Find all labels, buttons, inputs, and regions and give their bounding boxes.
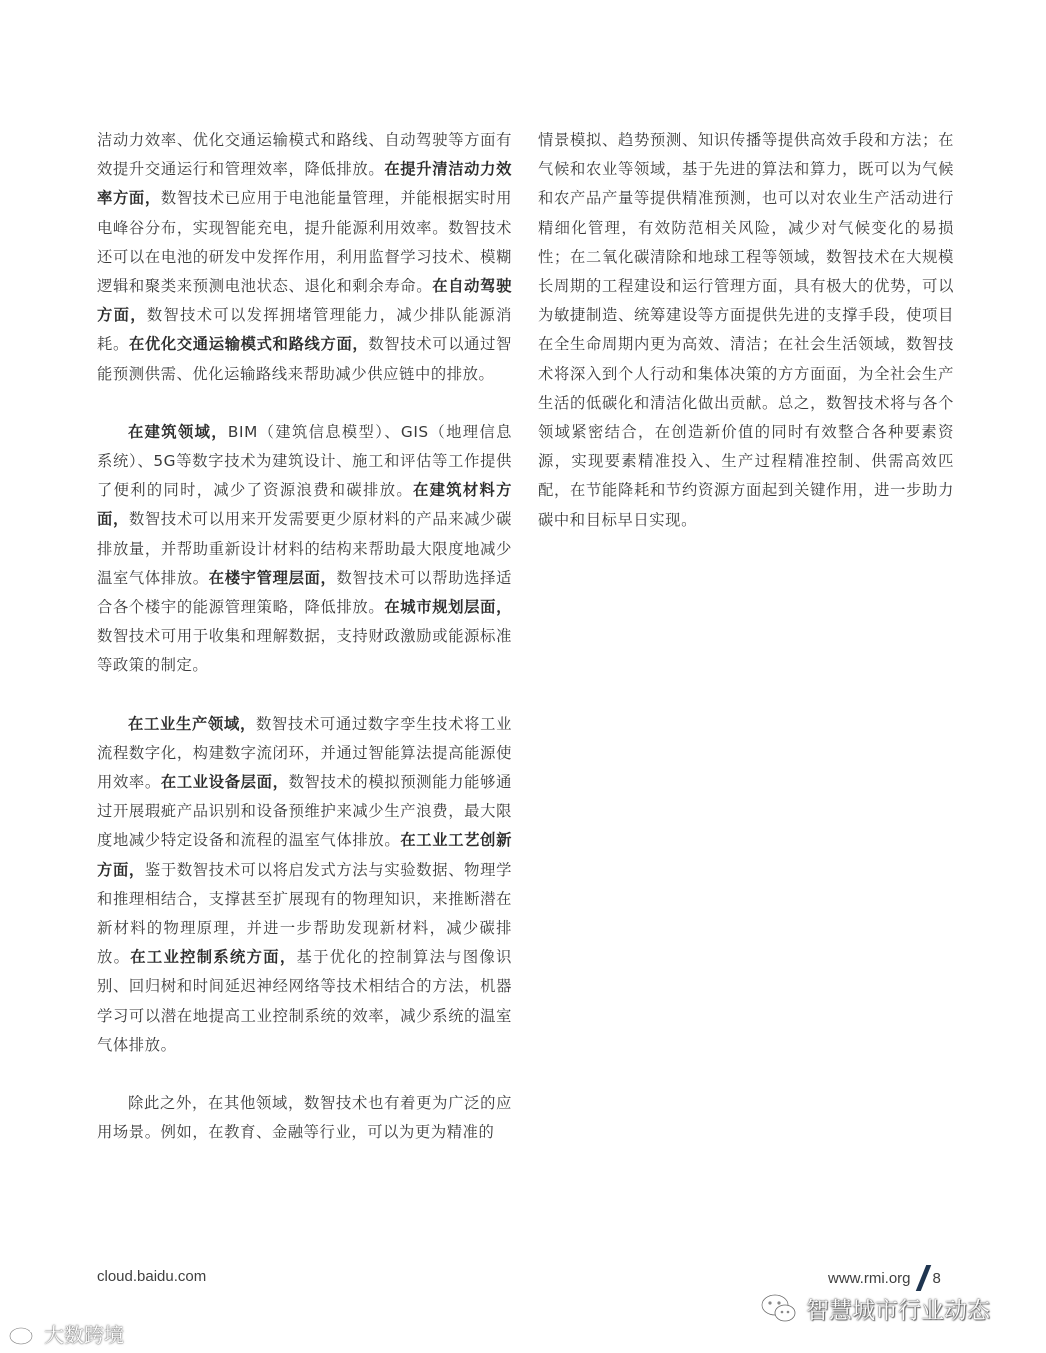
body-text: 数智技术可以通过智能预测供需、优化运输路线来帮助减少供应链中的排放。 [97,335,512,383]
paragraph [97,1089,512,1147]
bold-lead-phrase: 在工业工艺创新方面， [97,831,512,879]
body-text: BIM（建筑信息模型）、GIS（地理信息系统）、5G等数字技术为建筑设计、施工和评估等工作提供了便利的同时，减少了资源浪费和碳排放。 [97,422,512,500]
bold-lead-phrase: 在工业设备层面， [160,773,289,792]
body-text: 情景模拟、趋势预测、知识传播等提供高效手段和方法；在气候和农业等领域，基于先进的算法和算力，既可以为气候和农产品产量等提供精准预测，也可以对农业生产活动进行精细化管理，有效防范相关风险，减少对气候变化的易损性；在二氧化碳清除和地球工程等领域，数智技术在大规模长周期的工程建设和运行管理方面，具有极大的优势，可以为敏捷制造、统筹建设等方面提供先进的支撑手段，使项目在全生命周期内更为高效、清洁；在社会生活领域，数智技术将深入到个人行动和集体决策的方方面面，为全社会生产生活的低碳化和清洁化做出贡献。总之，数智技术将与各个领域紧密结合，在创造新价值的同时有效整合各种要素资源，实现要素精准投入、生产过程精准控制、供需高效匹配，在节能降耗和节约资源方面起到关键作用，进一步助力碳中和目标早日实现。 [538,131,954,529]
left-column [97,126,512,1177]
weibo-logo-icon [8,1320,38,1346]
bold-lead-phrase: 在提升清洁动力效率方面， [97,160,512,208]
right-column [538,126,954,564]
body-text: 数智技术可通过数字孪生技术将工业流程数字化，构建数字流闭环，并通过智能算法提高能源使用效率。 [97,714,512,792]
body-text: 数智技术可用于收集和理解数据，支持财政激励或能源标准等政策的制定。 [97,627,512,675]
paragraph [97,126,512,389]
body-text: 数智技术可以用来开发需要更少原材料的产品来减少碳排放量，并帮助重新设计材料的结构来帮助最大限度地减少温室气体排放。 [97,510,513,587]
bold-lead-phrase: 在城市规划层面， [384,598,512,617]
body-text: 基于优化的控制算法与图像识别、回归树和时间延迟神经网络等技术相结合的方法，机器学习可以潜在地提高工业控制系统的效率，减少系统的温室气体排放。 [97,948,512,1054]
paragraph [97,710,512,1060]
wechat-logo-icon [760,1292,798,1324]
body-text: 洁动力效率、优化交通运输模式和路线、自动驾驶等方面有效提升交通运行和管理效率，降低排放。 [97,131,512,179]
page-number: 8 [932,1269,941,1287]
bold-lead-phrase: 在楼宇管理层面， [208,568,337,587]
footer-page-marker [828,1264,941,1292]
body-text: 除此之外，在其他领域，数智技术也有着更为广泛的应用场景。例如，在教育、金融等行业，可以为更为精准的 [97,1094,512,1142]
footer-source-url[interactable]: cloud.baidu.com [97,1268,207,1285]
body-text: 数智技术已应用于电池能量管理，并能根据实时用电峰谷分布，实现智能充电，提升能源利用效率。数智技术还可以在电池的研发中发挥作用，利用监督学习技术、模糊逻辑和聚类来预测电池状态、退化和剩余寿命。 [97,189,512,296]
body-text: 数智技术的模拟预测能力能够通过开展瑕疵产品识别和设备预维护来减少生产浪费，最大限度地减少特定设备和流程的温室气体排放。 [97,773,512,850]
bold-lead-phrase: 在工业生产领域， [128,714,257,733]
bold-lead-phrase: 在工业控制系统方面， [130,948,297,967]
paragraph [538,126,954,535]
bold-lead-phrase: 在优化交通运输模式和路线方面， [128,335,369,354]
slash-divider-icon [915,1265,931,1291]
body-text: 数智技术可以发挥拥堵管理能力，减少排队能源消耗。 [97,306,512,354]
body-text: 鉴于数智技术可以将启发式方法与实验数据、物理学和推理相结合，支撑甚至扩展现有的物理知识，来推断潜在新材料的物理原理，并进一步帮助发现新材料，减少碳排放。 [97,860,512,967]
watermark-right-text: 智慧城市行业动态 [806,1297,990,1324]
watermark-left-text: 大数跨境 [44,1322,124,1347]
watermark-left [8,1318,124,1348]
bold-lead-phrase: 在自动驾驶方面， [97,277,512,325]
paragraph [97,418,512,681]
body-text: 数智技术可以帮助选择适合各个楼宇的能源管理策略，降低排放。 [97,568,512,617]
bold-lead-phrase: 在建筑领域， [128,422,228,441]
footer-website-url[interactable]: www.rmi.org [828,1269,911,1287]
watermark-right [760,1290,990,1326]
bold-lead-phrase: 在建筑材料方面， [97,481,512,529]
